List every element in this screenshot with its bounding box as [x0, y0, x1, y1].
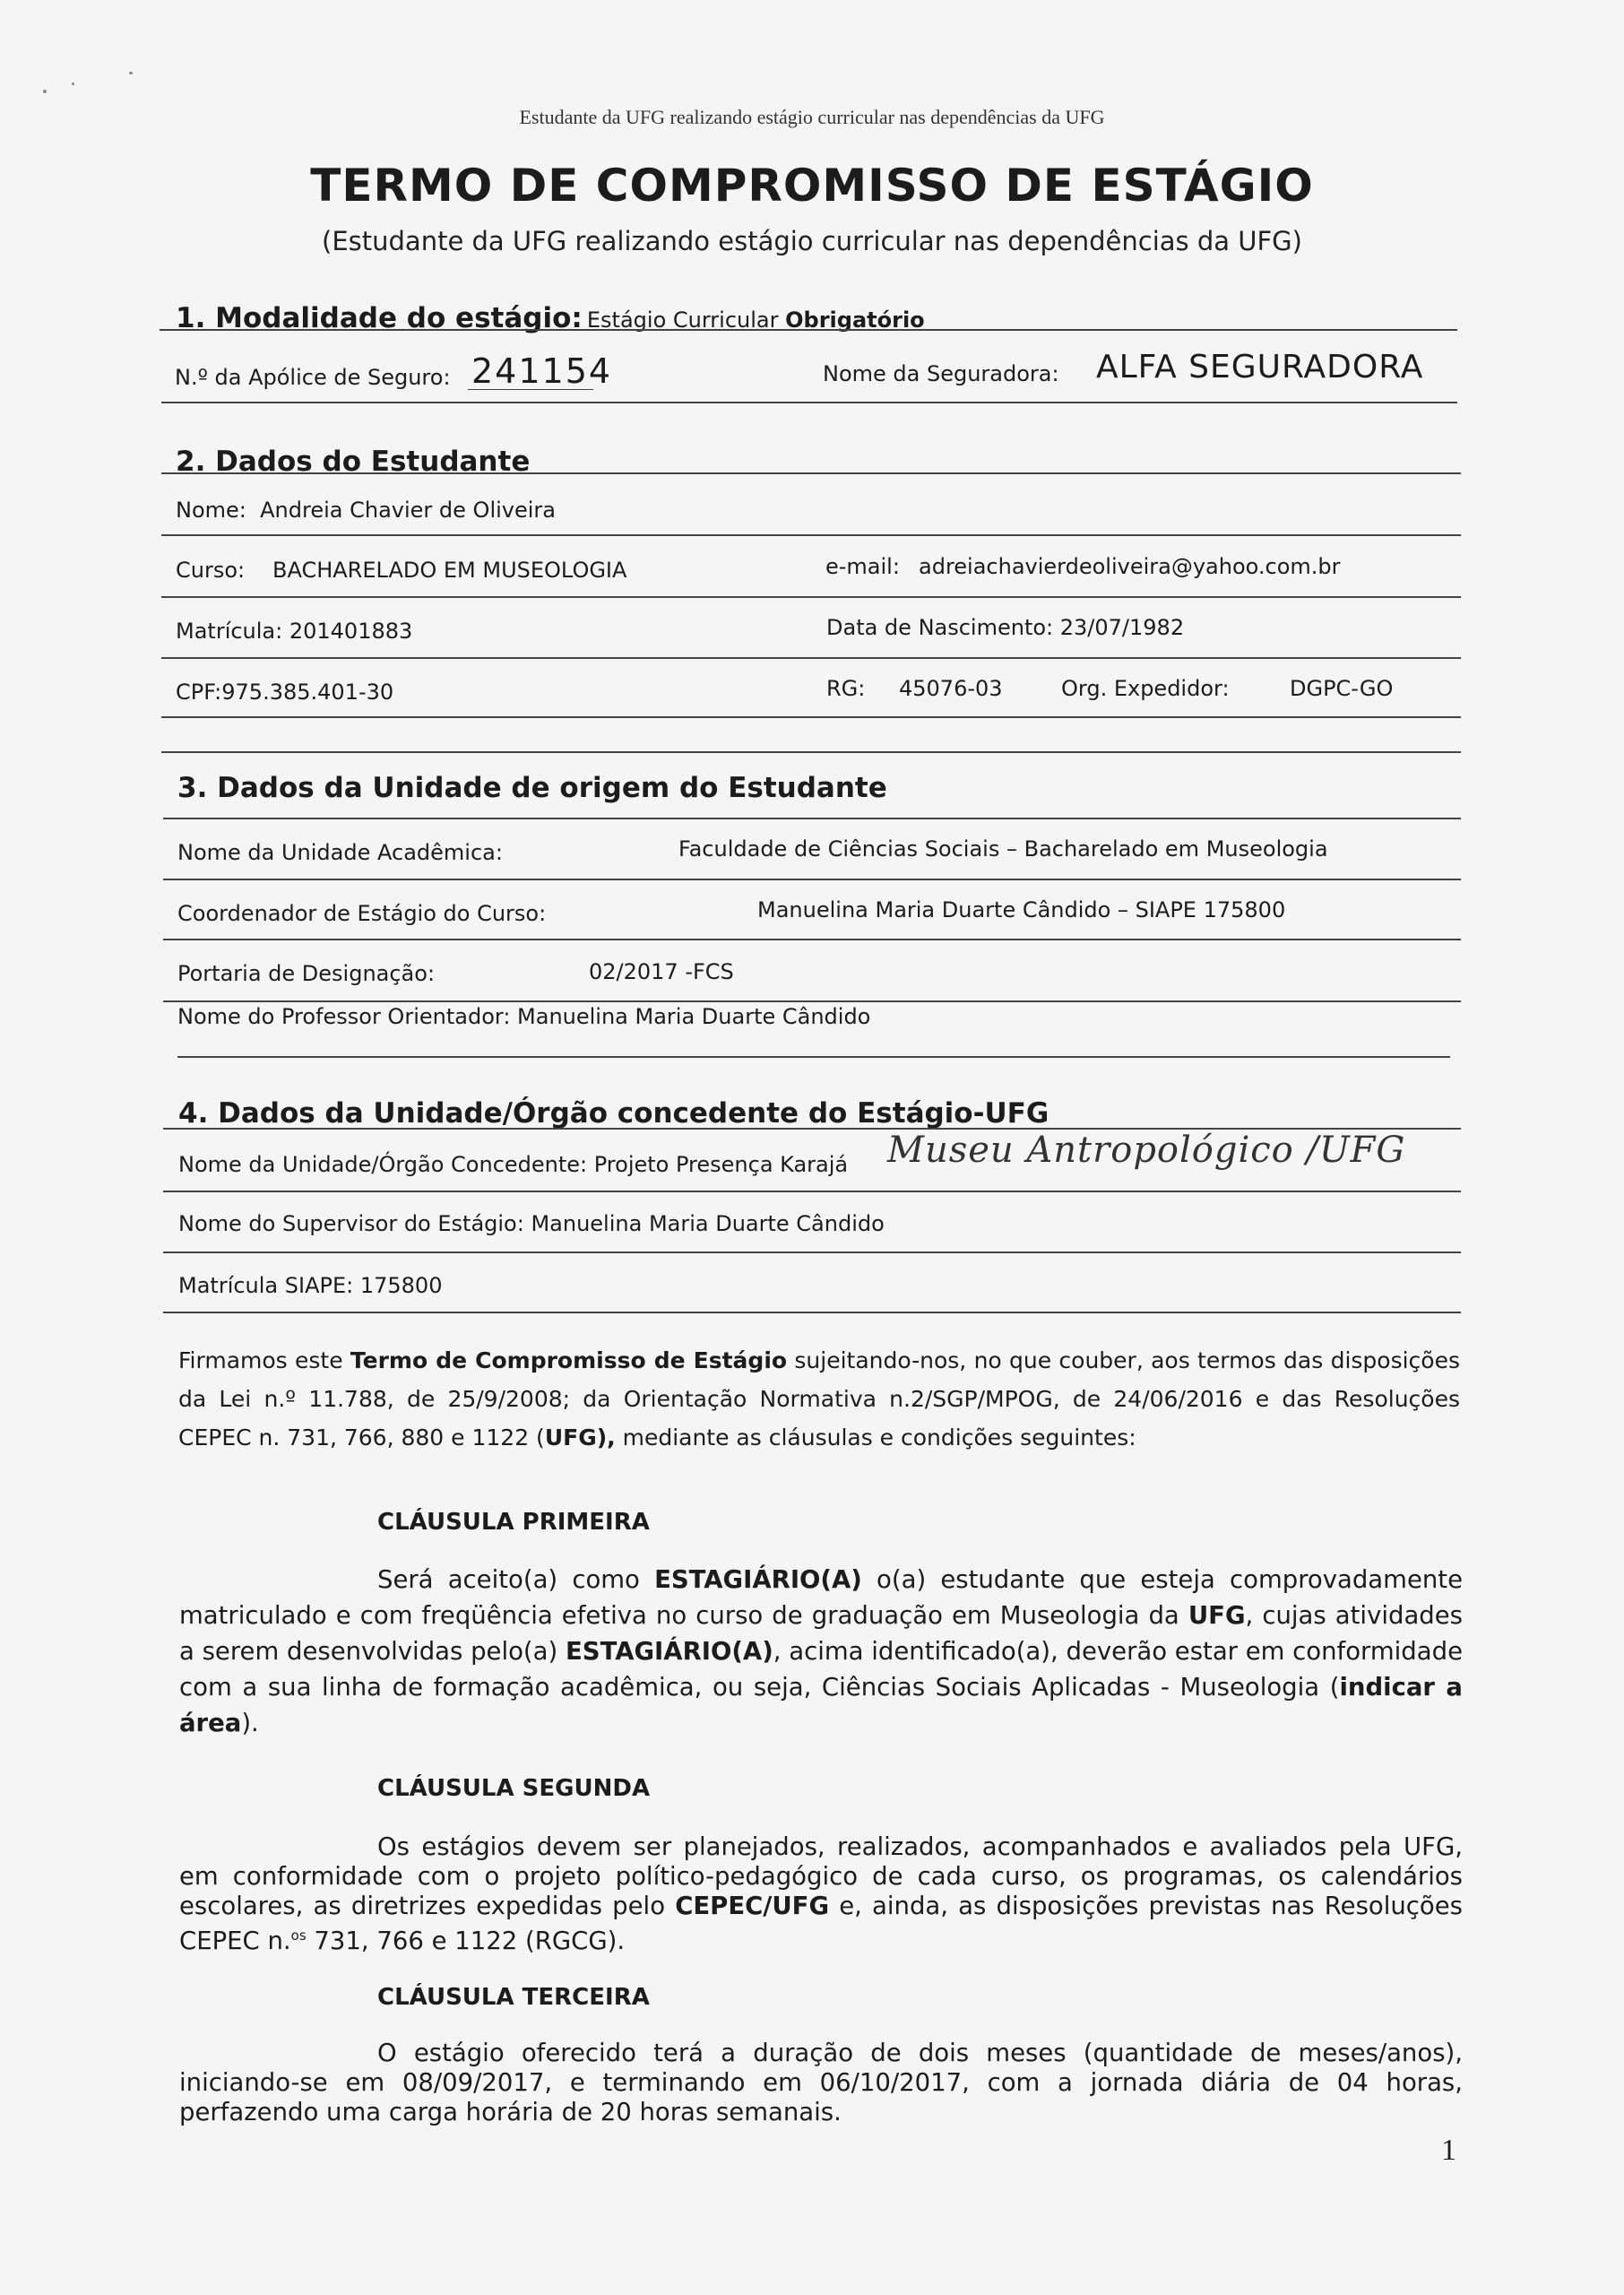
- unidade-academica-label: Nome da Unidade Acadêmica:: [177, 840, 503, 865]
- seguradora-value: ALFA SEGURADORA: [1096, 349, 1424, 385]
- section-2-title: 2. Dados do Estudante: [176, 446, 531, 478]
- section-1-title: 1. Modalidade do estágio:: [176, 302, 583, 334]
- professor-orientador: Nome do Professor Orientador: Manuelina Maria Duarte Cândido: [177, 1004, 871, 1029]
- seguradora-label: Nome da Seguradora:: [823, 361, 1059, 386]
- modalidade-prefix: Estágio Curricular: [586, 307, 779, 333]
- clause-text: ).: [241, 1709, 259, 1737]
- divider: [161, 534, 1461, 536]
- divider: [161, 751, 1461, 753]
- document-title: TERMO DE COMPROMISSO DE ESTÁGIO: [310, 160, 1314, 212]
- divider: [161, 596, 1461, 598]
- email-label: e-mail:: [825, 554, 900, 579]
- portaria-label: Portaria de Designação:: [177, 961, 436, 986]
- matricula: Matrícula: 201401883: [176, 619, 413, 644]
- matricula-siape: Matrícula SIAPE: 175800: [178, 1273, 443, 1298]
- clause-bold: indicar a área: [179, 1673, 1463, 1737]
- apolice-underline: [468, 389, 593, 390]
- divider: [161, 716, 1461, 718]
- clause-2-body: [179, 1832, 1463, 1956]
- intro-paragraph: [178, 1341, 1460, 1457]
- org-expedidor-value: DGPC-GO: [1290, 676, 1394, 701]
- divider: [163, 1312, 1461, 1313]
- clause-1-body: [179, 1562, 1463, 1741]
- clause-text: o(a) estudante que esteja comprovadamente matriculado e com freqüência efetiva no curso de graduação em Museologia da: [179, 1565, 1463, 1630]
- intro-text: Firmamos este: [178, 1347, 350, 1373]
- clause-text: 731, 766 e 1122 (RGCG).: [306, 1927, 626, 1956]
- supervisor-estagio: Nome do Supervisor do Estágio: Manuelina Maria Duarte Cândido: [178, 1211, 885, 1236]
- clause-3-body: O estágio oferecido terá a duração de dois meses (quantidade de meses/anos), iniciando-se em 08/09/2017, e terminando em 06/10/2017, com a jornada diária de 04 horas, perfazendo uma carga horária de 20 horas semanais.: [179, 2039, 1463, 2126]
- divider: [163, 879, 1461, 880]
- portaria-value: 02/2017 -FCS: [589, 959, 734, 984]
- cpf: CPF:975.385.401-30: [176, 680, 394, 705]
- rg-value: 45076-03: [899, 676, 1003, 701]
- nome-value: Andreia Chavier de Oliveira: [260, 498, 556, 523]
- handwritten-concedente: Museu Antropológico /UFG: [887, 1130, 1406, 1171]
- divider: [163, 939, 1461, 940]
- divider: [161, 402, 1457, 403]
- org-expedidor-label: Org. Expedidor:: [1061, 676, 1230, 701]
- nome-row: [176, 498, 556, 523]
- divider: [163, 1251, 1461, 1253]
- data-nascimento: Data de Nascimento: 23/07/1982: [826, 615, 1185, 640]
- intro-bold: Termo de Compromisso de Estágio: [350, 1347, 788, 1373]
- divider: [177, 1056, 1450, 1058]
- section-3-title: 3. Dados da Unidade de origem do Estudante: [177, 772, 887, 804]
- scan-speck: [43, 90, 47, 93]
- intro-text: mediante as cláusulas e condições seguintes:: [615, 1425, 1136, 1451]
- divider: [161, 657, 1461, 659]
- clause-bold: UFG: [1188, 1601, 1246, 1630]
- clause-superscript: os: [290, 1927, 307, 1944]
- unidade-concedente: Nome da Unidade/Órgão Concedente: Projeto Presença Karajá: [178, 1152, 849, 1177]
- clause-bold: CEPEC/UFG: [675, 1892, 830, 1920]
- curso-value: BACHARELADO EM MUSEOLOGIA: [272, 558, 627, 583]
- clause-text: e, ainda, as disposições previstas nas Resoluções CEPEC n.: [179, 1892, 1463, 1956]
- clause-2-title: CLÁUSULA SEGUNDA: [377, 1775, 651, 1802]
- document-subtitle: (Estudante da UFG realizando estágio curricular nas dependências da UFG): [322, 226, 1302, 256]
- apolice-label: N.º da Apólice de Seguro:: [175, 365, 451, 390]
- clause-bold: ESTAGIÁRIO(A): [654, 1565, 862, 1594]
- intro-bold: UFG),: [544, 1425, 616, 1451]
- coordenador-label: Coordenador de Estágio do Curso:: [177, 901, 547, 926]
- nome-label: Nome:: [176, 498, 246, 523]
- scan-speck: [72, 82, 74, 85]
- running-header: Estudante da UFG realizando estágio curricular nas dependências da UFG: [519, 106, 1105, 128]
- scan-speck: [129, 72, 133, 74]
- curso-label: Curso:: [176, 558, 246, 583]
- clause-text: Os estágios devem ser planejados, realizados, acompanhados e avaliados pela UFG, em conformidade com o projeto político-pedagógico de cada curso, os programas, os calendários escolares, as diretrizes expedidas pelo: [179, 1832, 1463, 1920]
- coordenador-value: Manuelina Maria Duarte Cândido – SIAPE 175800: [757, 897, 1286, 922]
- section-4-title: 4. Dados da Unidade/Órgão concedente do Estágio-UFG: [178, 1097, 1050, 1130]
- clause-1-title: CLÁUSULA PRIMEIRA: [377, 1509, 650, 1536]
- unidade-academica-value: Faculdade de Ciências Sociais – Bacharelado em Museologia: [678, 836, 1328, 862]
- divider: [163, 1191, 1461, 1192]
- clause-text: , acima identificado(a), deverão estar em conformidade com a sua linha de formação acadêmica, ou seja, Ciências Sociais Aplicadas - Museologia (: [179, 1637, 1463, 1702]
- clause-text: , cujas atividades a serem desenvolvidas pelo(a): [179, 1601, 1463, 1666]
- rg-label: RG:: [826, 676, 866, 701]
- divider: [163, 818, 1461, 819]
- divider: [161, 472, 1461, 474]
- apolice-value: 241154: [471, 351, 613, 391]
- intro-text: sujeitando-nos, no que couber, aos termos das disposições da Lei n.º 11.788, de 25/9/2008; da Orientação Normativa n.2/SGP/MPOG, de 24/06/2016 e das Resoluções CEPEC n. 731, 766, 880 e 1122 (: [178, 1347, 1460, 1451]
- email-value: adreiachavierdeoliveira@yahoo.com.br: [919, 554, 1341, 579]
- divider: [160, 329, 1457, 331]
- page-number: 1: [1441, 2134, 1456, 2167]
- clause-bold: ESTAGIÁRIO(A): [565, 1637, 773, 1666]
- modalidade-bold: Obrigatório: [785, 307, 925, 333]
- divider: [163, 1000, 1461, 1002]
- clause-3-title: CLÁUSULA TERCEIRA: [377, 1984, 650, 2011]
- clause-text: Será aceito(a) como: [377, 1565, 655, 1594]
